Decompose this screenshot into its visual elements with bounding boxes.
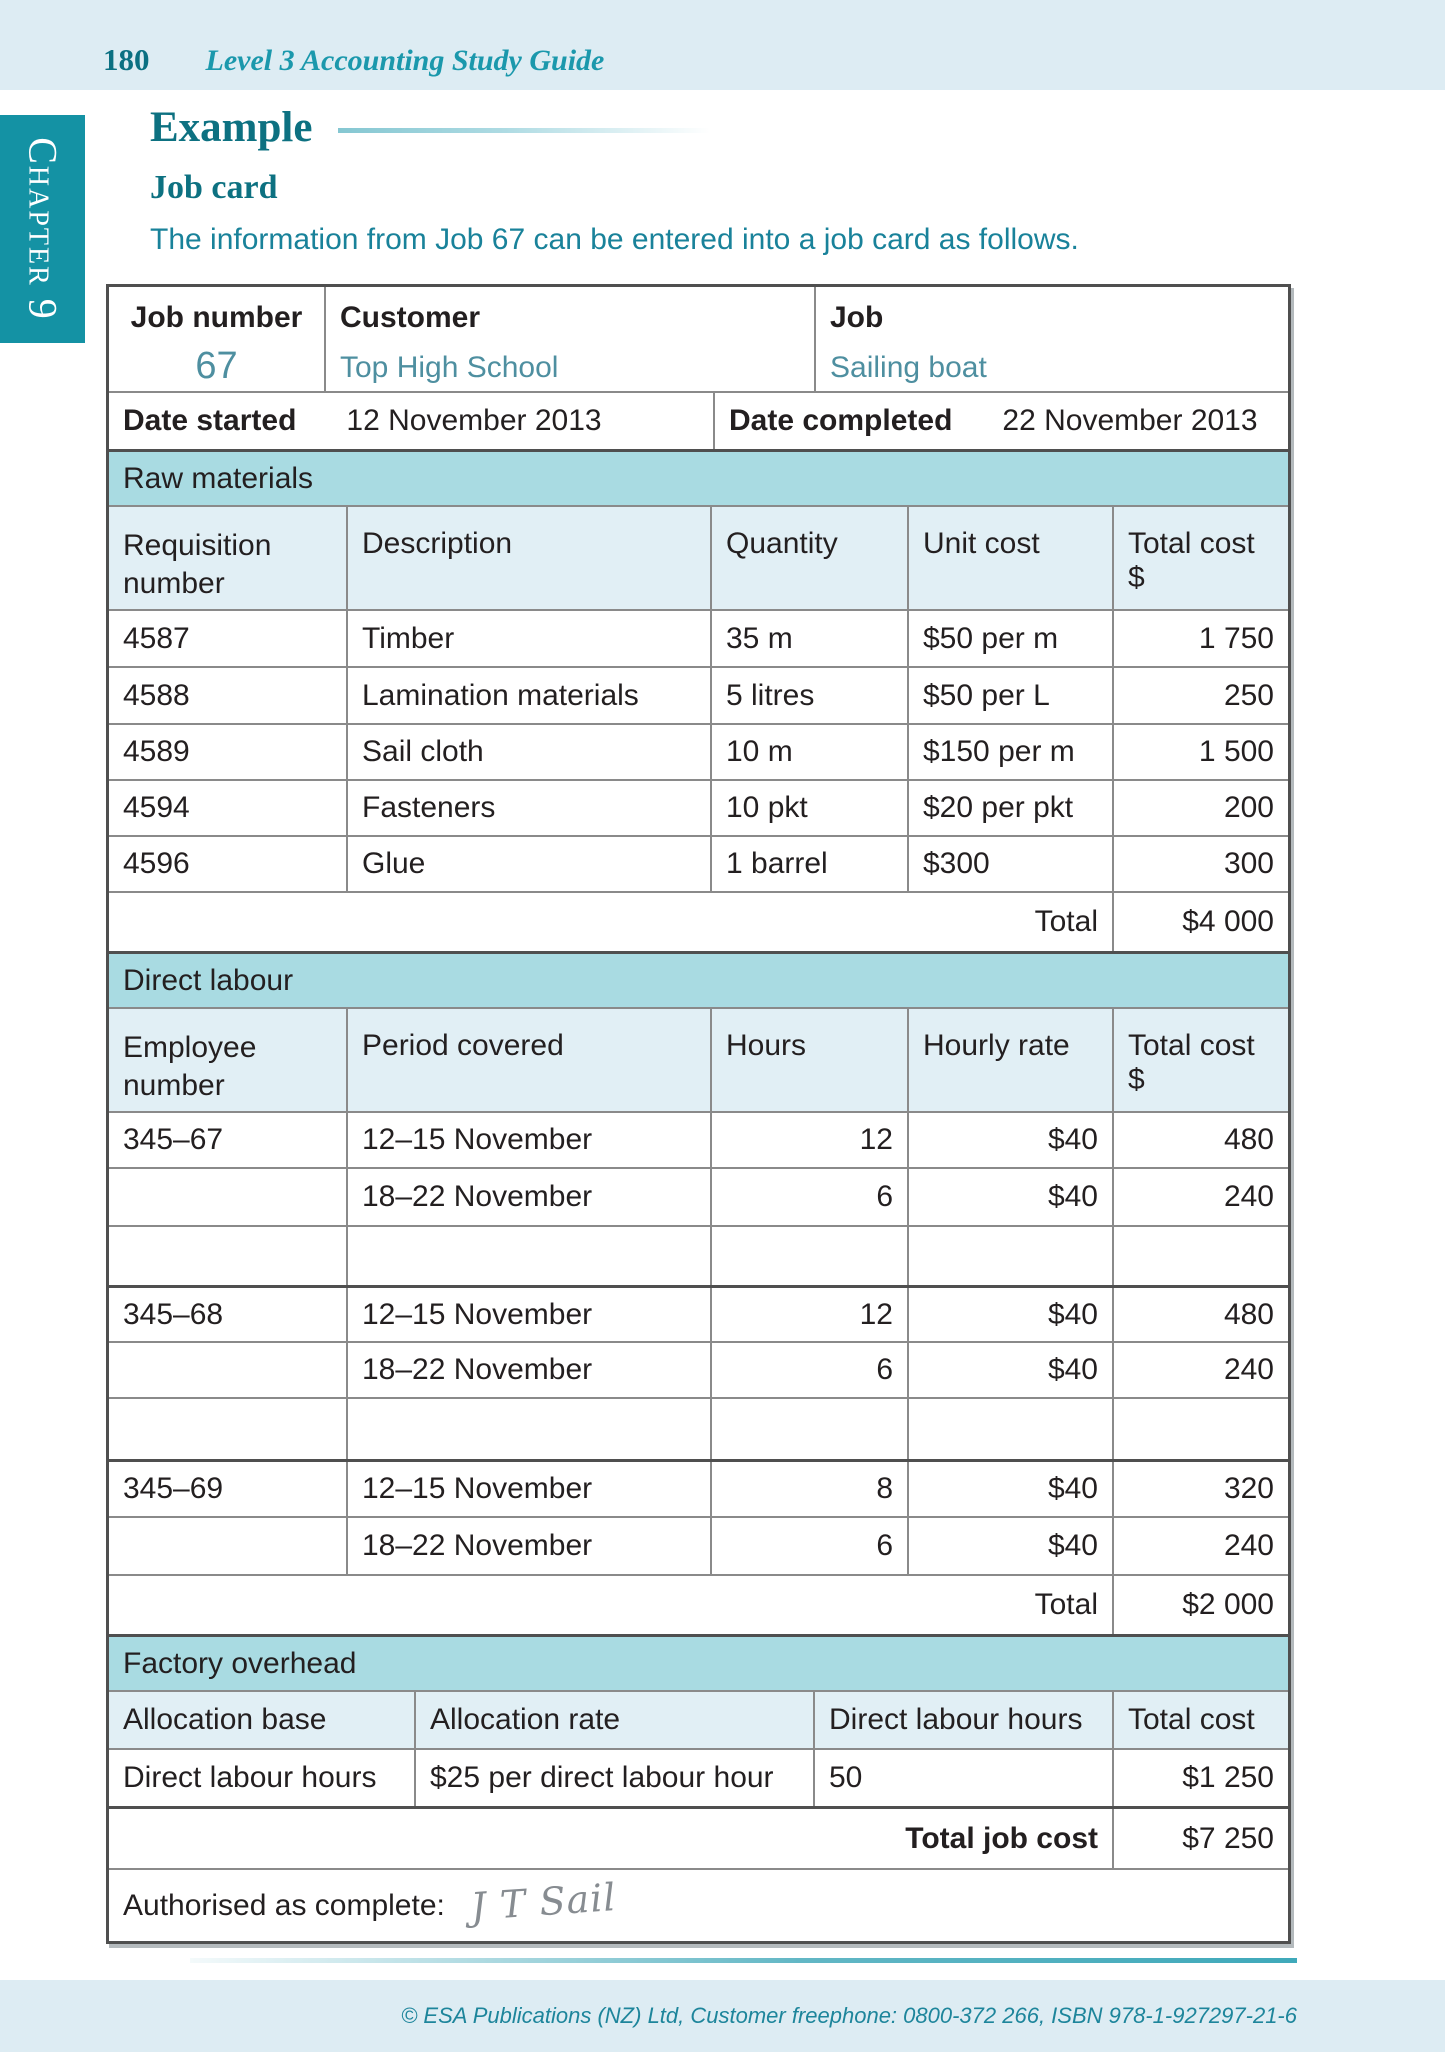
job-number-cell	[109, 287, 324, 391]
table-cell: Fasteners	[346, 781, 710, 835]
footer-rule	[190, 1958, 1297, 1963]
table-cell	[109, 1169, 346, 1225]
table-cell: $40	[907, 1288, 1112, 1341]
column-header: Allocation base	[109, 1692, 414, 1748]
raw-materials-total-row	[109, 891, 1288, 951]
customer-label: Customer	[340, 301, 481, 334]
job-number-label: Job number	[130, 301, 303, 334]
table-cell: $150 per m	[907, 725, 1112, 779]
direct-labour-total-row	[109, 1574, 1288, 1634]
table-cell	[907, 1399, 1112, 1459]
table-cell: 480	[1112, 1113, 1288, 1167]
column-header: Requisition number	[109, 507, 346, 609]
page-number: 180	[103, 42, 150, 77]
total-value: $4 000	[1112, 893, 1288, 951]
table-row	[109, 1111, 1288, 1167]
table-cell: $40	[907, 1518, 1112, 1574]
table-cell	[710, 1227, 907, 1285]
table-cell: Glue	[346, 837, 710, 891]
column-header: Period covered	[346, 1009, 710, 1111]
table-header-row	[109, 1690, 1288, 1748]
table-cell: $40	[907, 1343, 1112, 1397]
column-header: Total cost	[1112, 1692, 1288, 1748]
total-value: $2 000	[1112, 1576, 1288, 1634]
table-cell: 12	[710, 1113, 907, 1167]
book-title: Level 3 Accounting Study Guide	[205, 44, 605, 77]
table-cell: 1 750	[1112, 611, 1288, 666]
column-header: Description	[346, 507, 710, 609]
heading-block	[150, 106, 1310, 258]
total-job-cost-row	[109, 1806, 1288, 1868]
table-cell	[1112, 1227, 1288, 1285]
column-header: Quantity	[710, 507, 907, 609]
table-cell: 4596	[123, 847, 190, 880]
table-cell: 18–22 November	[346, 1169, 710, 1225]
column-header: Direct labour hours	[813, 1692, 1112, 1748]
signature: J T Sail	[469, 1874, 618, 1929]
table-cell: 320	[1112, 1462, 1288, 1516]
job-value: Sailing boat	[830, 351, 987, 384]
table-cell: $1 250	[1112, 1750, 1288, 1806]
table-cell	[346, 1399, 710, 1459]
table-row	[109, 666, 1288, 723]
table-cell: 18–22 November	[346, 1343, 710, 1397]
table-cell: 480	[1112, 1288, 1288, 1341]
section-band-factory-overhead	[109, 1634, 1288, 1690]
table-cell: 4589	[123, 735, 190, 768]
table-cell: 250	[1112, 668, 1288, 723]
section-title: Raw materials	[123, 461, 314, 495]
column-header: Hours	[710, 1009, 907, 1111]
table-cell: 10 m	[710, 725, 907, 779]
table-cell: Timber	[346, 611, 710, 666]
table-row	[109, 391, 1288, 449]
table-cell	[109, 1227, 346, 1285]
table-cell: 1 500	[1112, 725, 1288, 779]
total-label: Total	[1034, 905, 1098, 938]
date-started-value: 12 November 2013	[346, 404, 602, 437]
table-cell: 345–69	[123, 1472, 224, 1505]
date-completed-value: 22 November 2013	[1002, 404, 1258, 437]
page-header	[0, 0, 1445, 90]
table-row	[109, 723, 1288, 779]
table-row-empty	[109, 1397, 1288, 1459]
heading-rule	[338, 128, 710, 133]
table-cell: Lamination materials	[346, 668, 710, 723]
table-cell: 35 m	[710, 611, 907, 666]
table-header-row	[109, 1007, 1288, 1111]
table-cell: $40	[907, 1113, 1112, 1167]
job-label: Job	[830, 301, 884, 334]
section-title: Factory overhead	[123, 1646, 357, 1680]
table-cell	[907, 1227, 1112, 1285]
column-header: Total cost $	[1112, 1009, 1288, 1111]
table-cell	[710, 1399, 907, 1459]
date-started-cell	[109, 393, 713, 449]
table-cell: 6	[710, 1518, 907, 1574]
table-cell: Direct labour hours	[123, 1761, 377, 1794]
table-row	[109, 1285, 1288, 1341]
table-cell: 5 litres	[710, 668, 907, 723]
table-cell: $20 per pkt	[907, 781, 1112, 835]
table-cell: 300	[1112, 837, 1288, 891]
total-job-cost-label: Total job cost	[905, 1821, 1098, 1855]
table-cell: 12–15 November	[346, 1113, 710, 1167]
column-header: Allocation rate	[414, 1692, 813, 1748]
table-cell: 345–68	[123, 1297, 224, 1331]
table-row	[109, 779, 1288, 835]
job-card-table	[106, 284, 1291, 1944]
table-header-row	[109, 505, 1288, 609]
job-number-value: 67	[195, 345, 238, 387]
table-cell: 12	[710, 1288, 907, 1341]
table-cell	[109, 1343, 346, 1397]
table-cell: 345–67	[123, 1123, 224, 1156]
table-row	[109, 1167, 1288, 1225]
page-footer	[0, 1980, 1445, 2052]
table-cell: 6	[710, 1343, 907, 1397]
column-header: Total cost $	[1112, 507, 1288, 609]
table-cell: 4588	[123, 678, 190, 712]
jobcard-subheading: Job card	[150, 169, 278, 206]
column-header: Employee number	[109, 1009, 346, 1111]
table-cell: $40	[907, 1169, 1112, 1225]
table-row	[109, 287, 1288, 391]
table-cell: 50	[813, 1750, 1112, 1806]
table-cell: 12–15 November	[346, 1462, 710, 1516]
chapter-tab	[0, 115, 85, 343]
table-cell: $50 per m	[907, 611, 1112, 666]
table-cell: $40	[907, 1462, 1112, 1516]
table-cell	[346, 1227, 710, 1285]
intro-text: The information from Job 67 can be entered into a job card as follows.	[150, 223, 1079, 256]
customer-value: Top High School	[340, 351, 559, 384]
table-row	[109, 835, 1288, 891]
table-cell: 8	[710, 1462, 907, 1516]
table-cell: 200	[1112, 781, 1288, 835]
section-band-direct-labour	[109, 951, 1288, 1007]
table-cell: 240	[1112, 1169, 1288, 1225]
authorised-label: Authorised as complete:	[123, 1888, 445, 1922]
chapter-label: Chapter 9	[20, 137, 65, 321]
column-header: Unit cost	[907, 507, 1112, 609]
table-cell	[1112, 1399, 1288, 1459]
authorised-row	[109, 1868, 1288, 1941]
table-cell: $50 per L	[907, 668, 1112, 723]
table-cell	[109, 1518, 346, 1574]
table-cell: 4594	[123, 791, 190, 824]
section-band-raw-materials	[109, 449, 1288, 505]
table-cell	[109, 1399, 346, 1459]
table-cell: 4587	[123, 621, 190, 655]
table-cell: 6	[710, 1169, 907, 1225]
table-row	[109, 1748, 1288, 1806]
table-cell: $300	[907, 837, 1112, 891]
total-job-cost-value: $7 250	[1112, 1809, 1288, 1868]
example-heading: Example	[150, 104, 313, 151]
table-cell: Sail cloth	[346, 725, 710, 779]
date-completed-cell	[713, 393, 1288, 449]
table-cell: $25 per direct labour hour	[414, 1750, 813, 1806]
table-cell: 240	[1112, 1343, 1288, 1397]
date-started-label: Date started	[123, 404, 297, 437]
table-row	[109, 1341, 1288, 1397]
date-completed-label: Date completed	[729, 404, 953, 437]
total-label: Total	[1034, 1588, 1098, 1621]
job-cell	[814, 287, 1288, 391]
column-header: Hourly rate	[907, 1009, 1112, 1111]
table-row	[109, 1459, 1288, 1516]
authorised-cell	[109, 1870, 1288, 1941]
section-title: Direct labour	[123, 963, 294, 997]
table-cell: 12–15 November	[346, 1288, 710, 1341]
table-cell: 240	[1112, 1518, 1288, 1574]
table-row	[109, 609, 1288, 666]
customer-cell	[324, 287, 814, 391]
table-cell: 10 pkt	[710, 781, 907, 835]
table-cell: 1 barrel	[710, 837, 907, 891]
table-cell: 18–22 November	[346, 1518, 710, 1574]
table-row-empty	[109, 1225, 1288, 1285]
footer-text: © ESA Publications (NZ) Ltd, Customer freephone: 0800-372 266, ISBN 978-1-927297-21-6	[401, 2003, 1297, 2028]
table-row	[109, 1516, 1288, 1574]
